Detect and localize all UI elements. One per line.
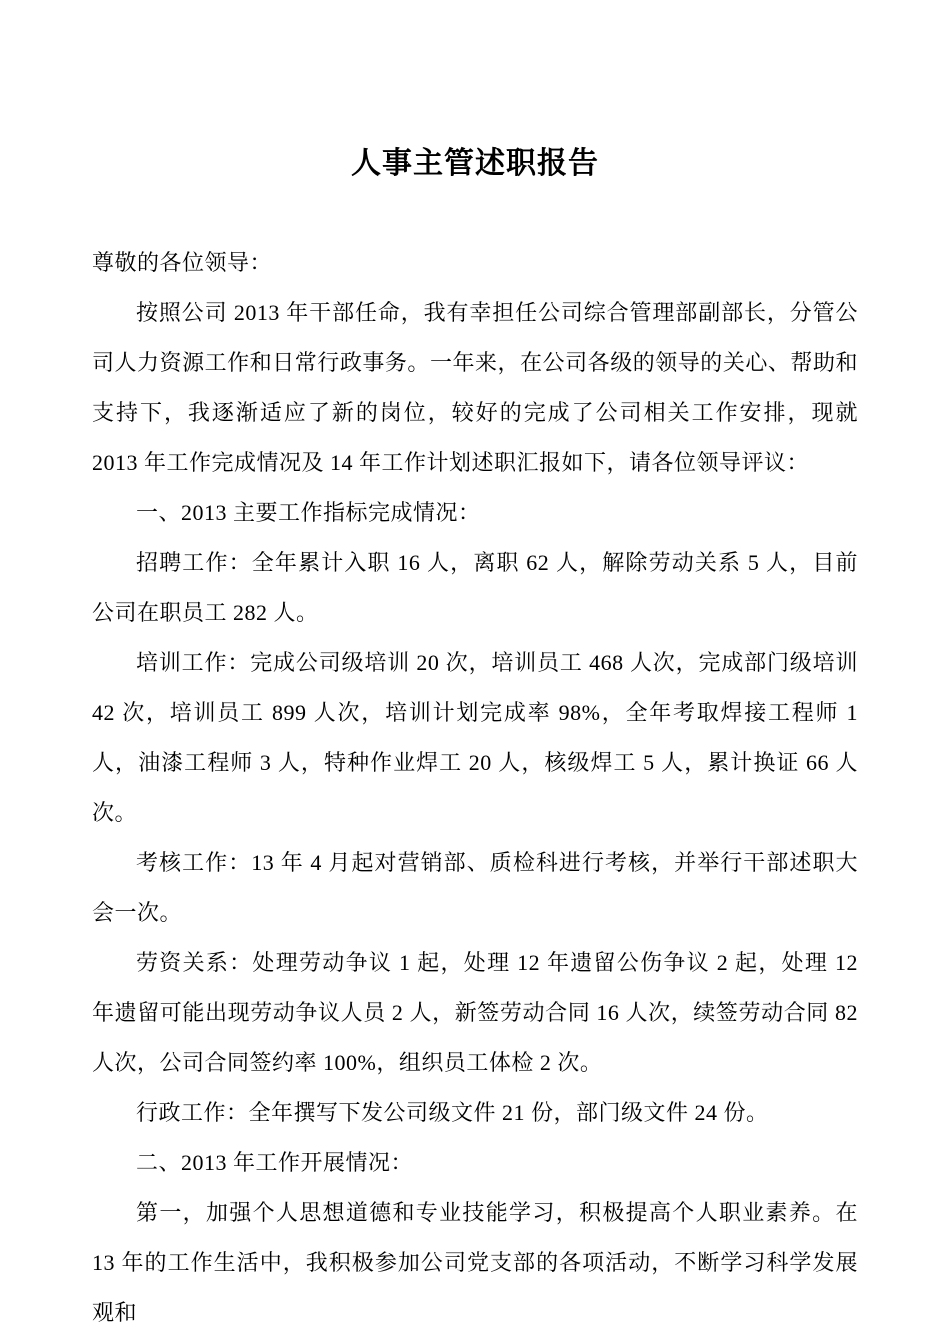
document-title: 人事主管述职报告 (351, 147, 599, 180)
paragraph-labor-relations: 劳资关系：处理劳动争议 1 起，处理 12 年遗留公伤争议 2 起，处理 12 年遗留可能出现劳动争议人员 2 人，新签劳动合同 16 人次，续签劳动合同 82 人次，公司合同签约率 100%，组织员工体检 2 次。 (92, 950, 858, 1075)
paragraph-administration: 行政工作：全年撰写下发公司级文件 21 份，部门级文件 24 份。 (136, 1100, 769, 1125)
paragraph-assessment: 考核工作：13 年 4 月起对营销部、质检科进行考核，并举行干部述职大会一次。 (92, 850, 858, 925)
paragraph-recruitment: 招聘工作：全年累计入职 16 人，离职 62 人，解除劳动关系 5 人，目前公司在职员工 282 人。 (92, 550, 858, 625)
paragraph-intro: 按照公司 2013 年干部任命，我有幸担任公司综合管理部副部长，分管公司人力资源工作和日常行政事务。一年来，在公司各级的领导的关心、帮助和支持下，我逐渐适应了新的岗位，较好的完成了公司相关工作安排，现就 2013 年工作完成情况及 14 年工作计划述职汇报如下，请各位领导评议： (92, 300, 858, 475)
paragraph-section2-heading: 二、2013 年工作开展情况： (136, 1150, 414, 1175)
greeting-line: 尊敬的各位领导： (92, 250, 273, 275)
paragraph-first-point: 第一，加强个人思想道德和专业技能学习，积极提高个人职业素养。在 13 年的工作生活中，我积极参加公司党支部的各项活动，不断学习科学发展观和 (92, 1200, 858, 1325)
paragraph-section1-heading: 一、2013 主要工作指标完成情况： (136, 500, 481, 525)
document-body (92, 238, 858, 1338)
paragraph-training: 培训工作：完成公司级培训 20 次，培训员工 468 人次，完成部门级培训 42 次，培训员工 899 人次，培训计划完成率 98%，全年考取焊接工程师 1 人，油漆工程师 3 人，特种作业焊工 20 人，核级焊工 5 人，累计换证 66 人次。 (92, 650, 858, 825)
